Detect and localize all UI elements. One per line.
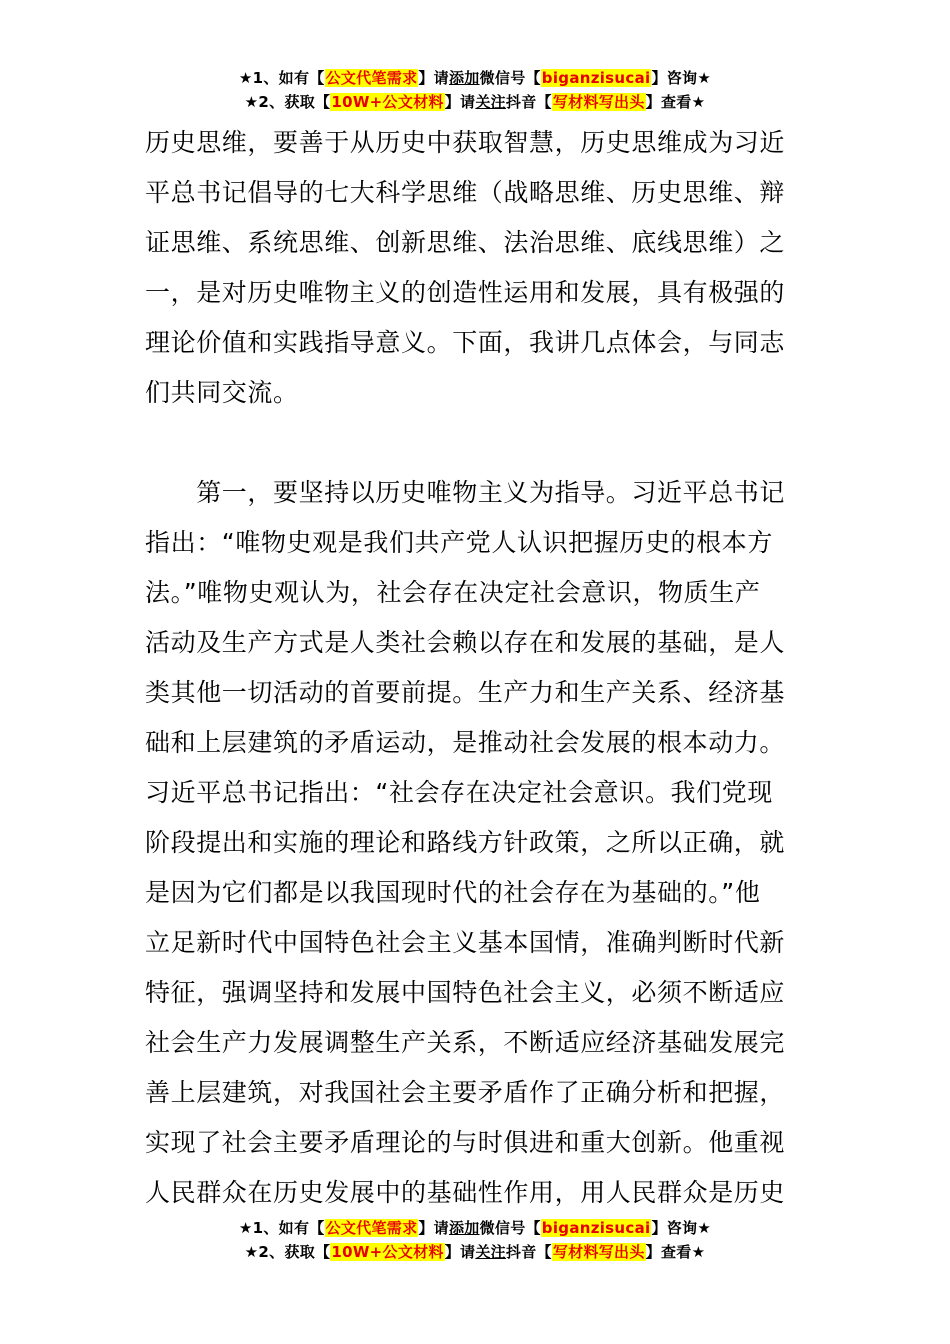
paragraph-2	[145, 468, 810, 1218]
text-line: 历史思维，要善于从历史中获取智慧，历史思维成为习近	[145, 128, 786, 157]
underlined-text: 关注	[475, 1243, 506, 1261]
banner-text: ★2、获取【	[244, 93, 331, 111]
wechat-id-highlight: biganzisucai	[541, 69, 651, 87]
banner-line-1	[0, 1216, 950, 1240]
text-line: 法。”唯物史观认为，社会存在决定社会意识，物质生产	[145, 578, 761, 607]
banner-text: 抖音【	[505, 1243, 552, 1261]
banner-text: 】请	[418, 1219, 449, 1237]
underlined-text: 添加	[448, 1219, 480, 1237]
text-line: 习近平总书记指出：“社会存在决定社会意识。我们党现	[145, 778, 773, 807]
banner-text: 微信号【	[479, 1219, 541, 1237]
text-line: 活动及生产方式是人类社会赖以存在和发展的基础，是人	[145, 628, 786, 657]
text-line: 阶段提出和实施的理论和路线方针政策，之所以正确，就	[145, 828, 786, 857]
paragraph-1	[145, 118, 810, 418]
text-line: 平总书记倡导的七大科学思维（战略思维、历史思维、辩	[145, 178, 786, 207]
banner-text: 】咨询★	[651, 1219, 712, 1237]
banner-text: ★1、如有【	[238, 69, 325, 87]
underlined-text: 添加	[448, 69, 480, 87]
douyin-id-highlight: 写材料写出头	[552, 93, 645, 111]
text-line: 是因为它们都是以我国现时代的社会存在为基础的。”他	[145, 878, 761, 907]
text-line: 善上层建筑，对我国社会主要矛盾作了正确分析和把握，	[145, 1078, 786, 1107]
banner-text: 】查看★	[645, 1243, 706, 1261]
text-line: 理论价值和实践指导意义。下面，我讲几点体会，与同志	[145, 328, 786, 357]
banner-line-2	[0, 90, 950, 114]
text-line: 类其他一切活动的首要前提。生产力和生产关系、经济基	[145, 678, 786, 707]
text-line: 指出：“唯物史观是我们共产党人认识把握历史的根本方	[145, 528, 773, 557]
highlight-text: 公文代笔需求	[325, 69, 418, 87]
header-banner	[0, 66, 950, 114]
banner-line-2	[0, 1240, 950, 1264]
highlight-text: 公文代笔需求	[325, 1219, 418, 1237]
text-line: 础和上层建筑的矛盾运动，是推动社会发展的根本动力。	[145, 728, 786, 757]
text-line: 第一，要坚持以历史唯物主义为指导。习近平总书记	[145, 478, 786, 507]
text-line: 证思维、系统思维、创新思维、法治思维、底线思维）之	[145, 228, 786, 257]
paragraph-gap	[145, 418, 810, 468]
wechat-id-highlight: biganzisucai	[541, 1219, 651, 1237]
text-line: 们共同交流。	[145, 378, 299, 407]
banner-text: 】请	[444, 93, 476, 111]
highlight-text: 10W+公文材料	[331, 1243, 444, 1261]
text-line: 特征，强调坚持和发展中国特色社会主义，必须不断适应	[145, 978, 786, 1007]
text-line: 人民群众在历史发展中的基础性作用，用人民群众是历史	[145, 1178, 786, 1207]
banner-text: 】请	[418, 69, 449, 87]
banner-text: ★2、获取【	[244, 1243, 331, 1261]
text-line: 一，是对历史唯物主义的创造性运用和发展，具有极强的	[145, 278, 786, 307]
underlined-text: 关注	[475, 93, 506, 111]
document-body	[145, 118, 810, 1218]
banner-text: 】咨询★	[651, 69, 712, 87]
banner-text: ★1、如有【	[238, 1219, 325, 1237]
banner-text: 】请	[444, 1243, 476, 1261]
footer-banner	[0, 1216, 950, 1264]
banner-text: 】查看★	[645, 93, 706, 111]
banner-text: 微信号【	[479, 69, 541, 87]
text-line: 实现了社会主要矛盾理论的与时俱进和重大创新。他重视	[145, 1128, 786, 1157]
douyin-id-highlight: 写材料写出头	[552, 1243, 645, 1261]
banner-text: 抖音【	[505, 93, 552, 111]
text-line: 社会生产力发展调整生产关系，不断适应经济基础发展完	[145, 1028, 786, 1057]
highlight-text: 10W+公文材料	[331, 93, 444, 111]
banner-line-1	[0, 66, 950, 90]
text-line: 立足新时代中国特色社会主义基本国情，准确判断时代新	[145, 928, 786, 957]
